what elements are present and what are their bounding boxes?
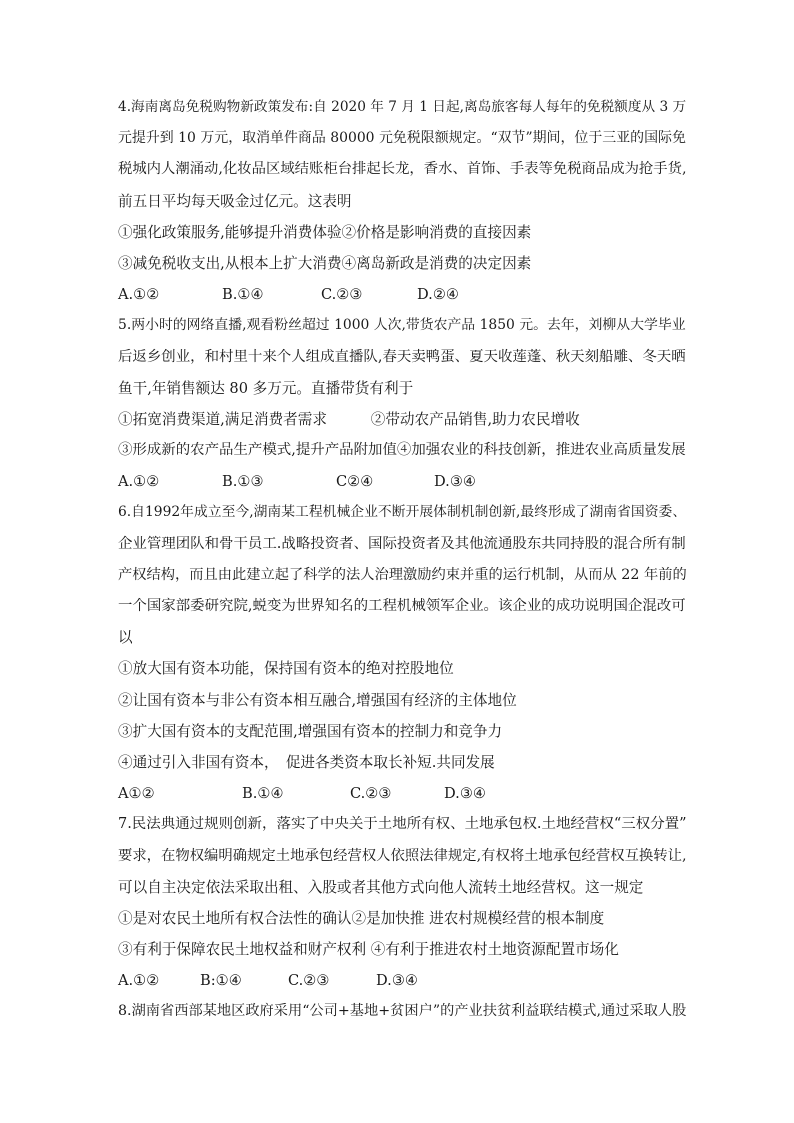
question-line: 前五日平均每天吸金过亿元。这表明 [118, 192, 352, 210]
question-line: 元提升到 10 万元，取消单件商品 80000 元免税限额规定。“双节”期间，位于三亚的国际免 [118, 130, 686, 147]
question-q6 [118, 497, 686, 809]
question-line: 后返乡创业，和村里十来个人组成直播队,春天卖鸭蛋、夏天收莲蓬、秋天刻船雕、冬天晒 [118, 348, 686, 365]
question-q7 [118, 809, 686, 996]
answer-option: C.②③ [321, 286, 363, 304]
question-q5 [118, 310, 686, 497]
answer-options [118, 466, 686, 497]
question-line: ①放大国有资本功能，保持国有资本的绝对控股地位 [118, 660, 454, 678]
answer-option: D.②④ [417, 286, 459, 304]
question-line: 一个国家部委研究院,蜕变为世界知名的工程机械领军企业。该企业的成功说明国企混改可 [118, 598, 686, 614]
answer-options [118, 778, 686, 809]
question-line: ①是对农民土地所有权合法性的确认②是加快推 进农村规模经营的根本制度 [118, 909, 605, 927]
question-line: ③扩大国有资本的支配范围,增强国有资本的控制力和竞争力 [118, 722, 503, 740]
question-line: ①强化政策服务,能够提升消费体验②价格是影响消费的直接因素 [118, 223, 532, 241]
exam-page [118, 92, 686, 1028]
question-line: ①拓宽消费渠道,满足消费者需求 ②带动农产品销售,助力农民增收 [118, 410, 580, 428]
question-line: 可以自主决定依法采取出租、入股或者其他方式向他人流转土地经营权。这一规定 [118, 878, 644, 896]
answer-option: C.②③ [350, 785, 392, 803]
question-line: ③减免税收支出,从根本上扩大消费④离岛新政是消费的决定因素 [118, 254, 532, 272]
question-stem: 8.湖南省西部某地区政府采用“公司+基地+贫困户”的产业扶贫利益联结模式,通过采取人股 [118, 1003, 687, 1020]
answer-options [118, 279, 686, 310]
answer-option: C②④ [336, 473, 374, 491]
question-line: ②让国有资本与非公有资本相互融合,增强国有经济的主体地位 [118, 691, 517, 709]
answer-option: B.①③ [222, 473, 264, 491]
answer-option: B:①④ [200, 972, 242, 990]
question-line: 要求，在物权编明确规定土地承包经营权人依照法律规定,有权将土地承包经营权互换转让, [118, 847, 687, 864]
question-line: ④通过引入非国有资本， 促进各类资本取长补短.共同发展 [118, 753, 495, 771]
answer-option: B.①④ [222, 286, 264, 304]
question-line: ③有利于保障农民土地权益和财产权利 ④有利于推进农村土地资源配置市场化 [118, 941, 619, 959]
answer-option: D.③④ [376, 972, 418, 990]
answer-options [118, 965, 686, 996]
question-line: 产权结构，而且由此建立起了科学的法人治理激励约束并重的运行机制，从而从 22 年前的 [118, 566, 687, 583]
question-stem: 4.海南离岛免税购物新政策发布:自 2020 年 7 月 1 日起,离岛旅客每人每年的免税额度从 3 万 [118, 99, 687, 115]
answer-option: B.①④ [242, 785, 284, 803]
question-line: ③形成新的农产品生产模式,提升产品附加值④加强农业的科技创新，推进农业高质量发展 [118, 442, 686, 459]
answer-option: A①② [118, 785, 155, 803]
answer-option: D.③④ [434, 473, 476, 491]
answer-option: D.③④ [444, 785, 486, 803]
question-stem: 6.自1992年成立至今,湖南某工程机械企业不断开展体制机制创新,最终形成了湖南省国资委、 [118, 504, 687, 521]
answer-option: A.①② [118, 972, 160, 990]
question-q4 [118, 92, 686, 310]
question-stem: 7.民法典通过规则创新，落实了中央关于土地所有权、土地承包权.土地经营权“三权分置” [118, 816, 687, 833]
question-q8 [118, 996, 686, 1027]
question-line: 税城内人潮涌动,化妆品区域结账柜台排起长龙，香水、首饰、手表等免税商品成为抢手货, [118, 161, 687, 178]
question-stem: 5.两小时的网络直播,观看粉丝超过 1000 人次,带货农产品 1850 元。去年，刘柳从大学毕业 [118, 317, 686, 334]
question-line: 企业管理团队和骨干员工.战略投资者、国际投资者及其他流通股东共同持股的混合所有制 [118, 535, 686, 552]
question-line: 以 [118, 629, 133, 647]
question-line: 鱼干,年销售额达 80 多万元。直播带货有利于 [118, 379, 414, 397]
answer-option: A.①② [118, 473, 160, 491]
answer-option: A.①② [118, 286, 160, 304]
answer-option: C.②③ [288, 972, 330, 990]
